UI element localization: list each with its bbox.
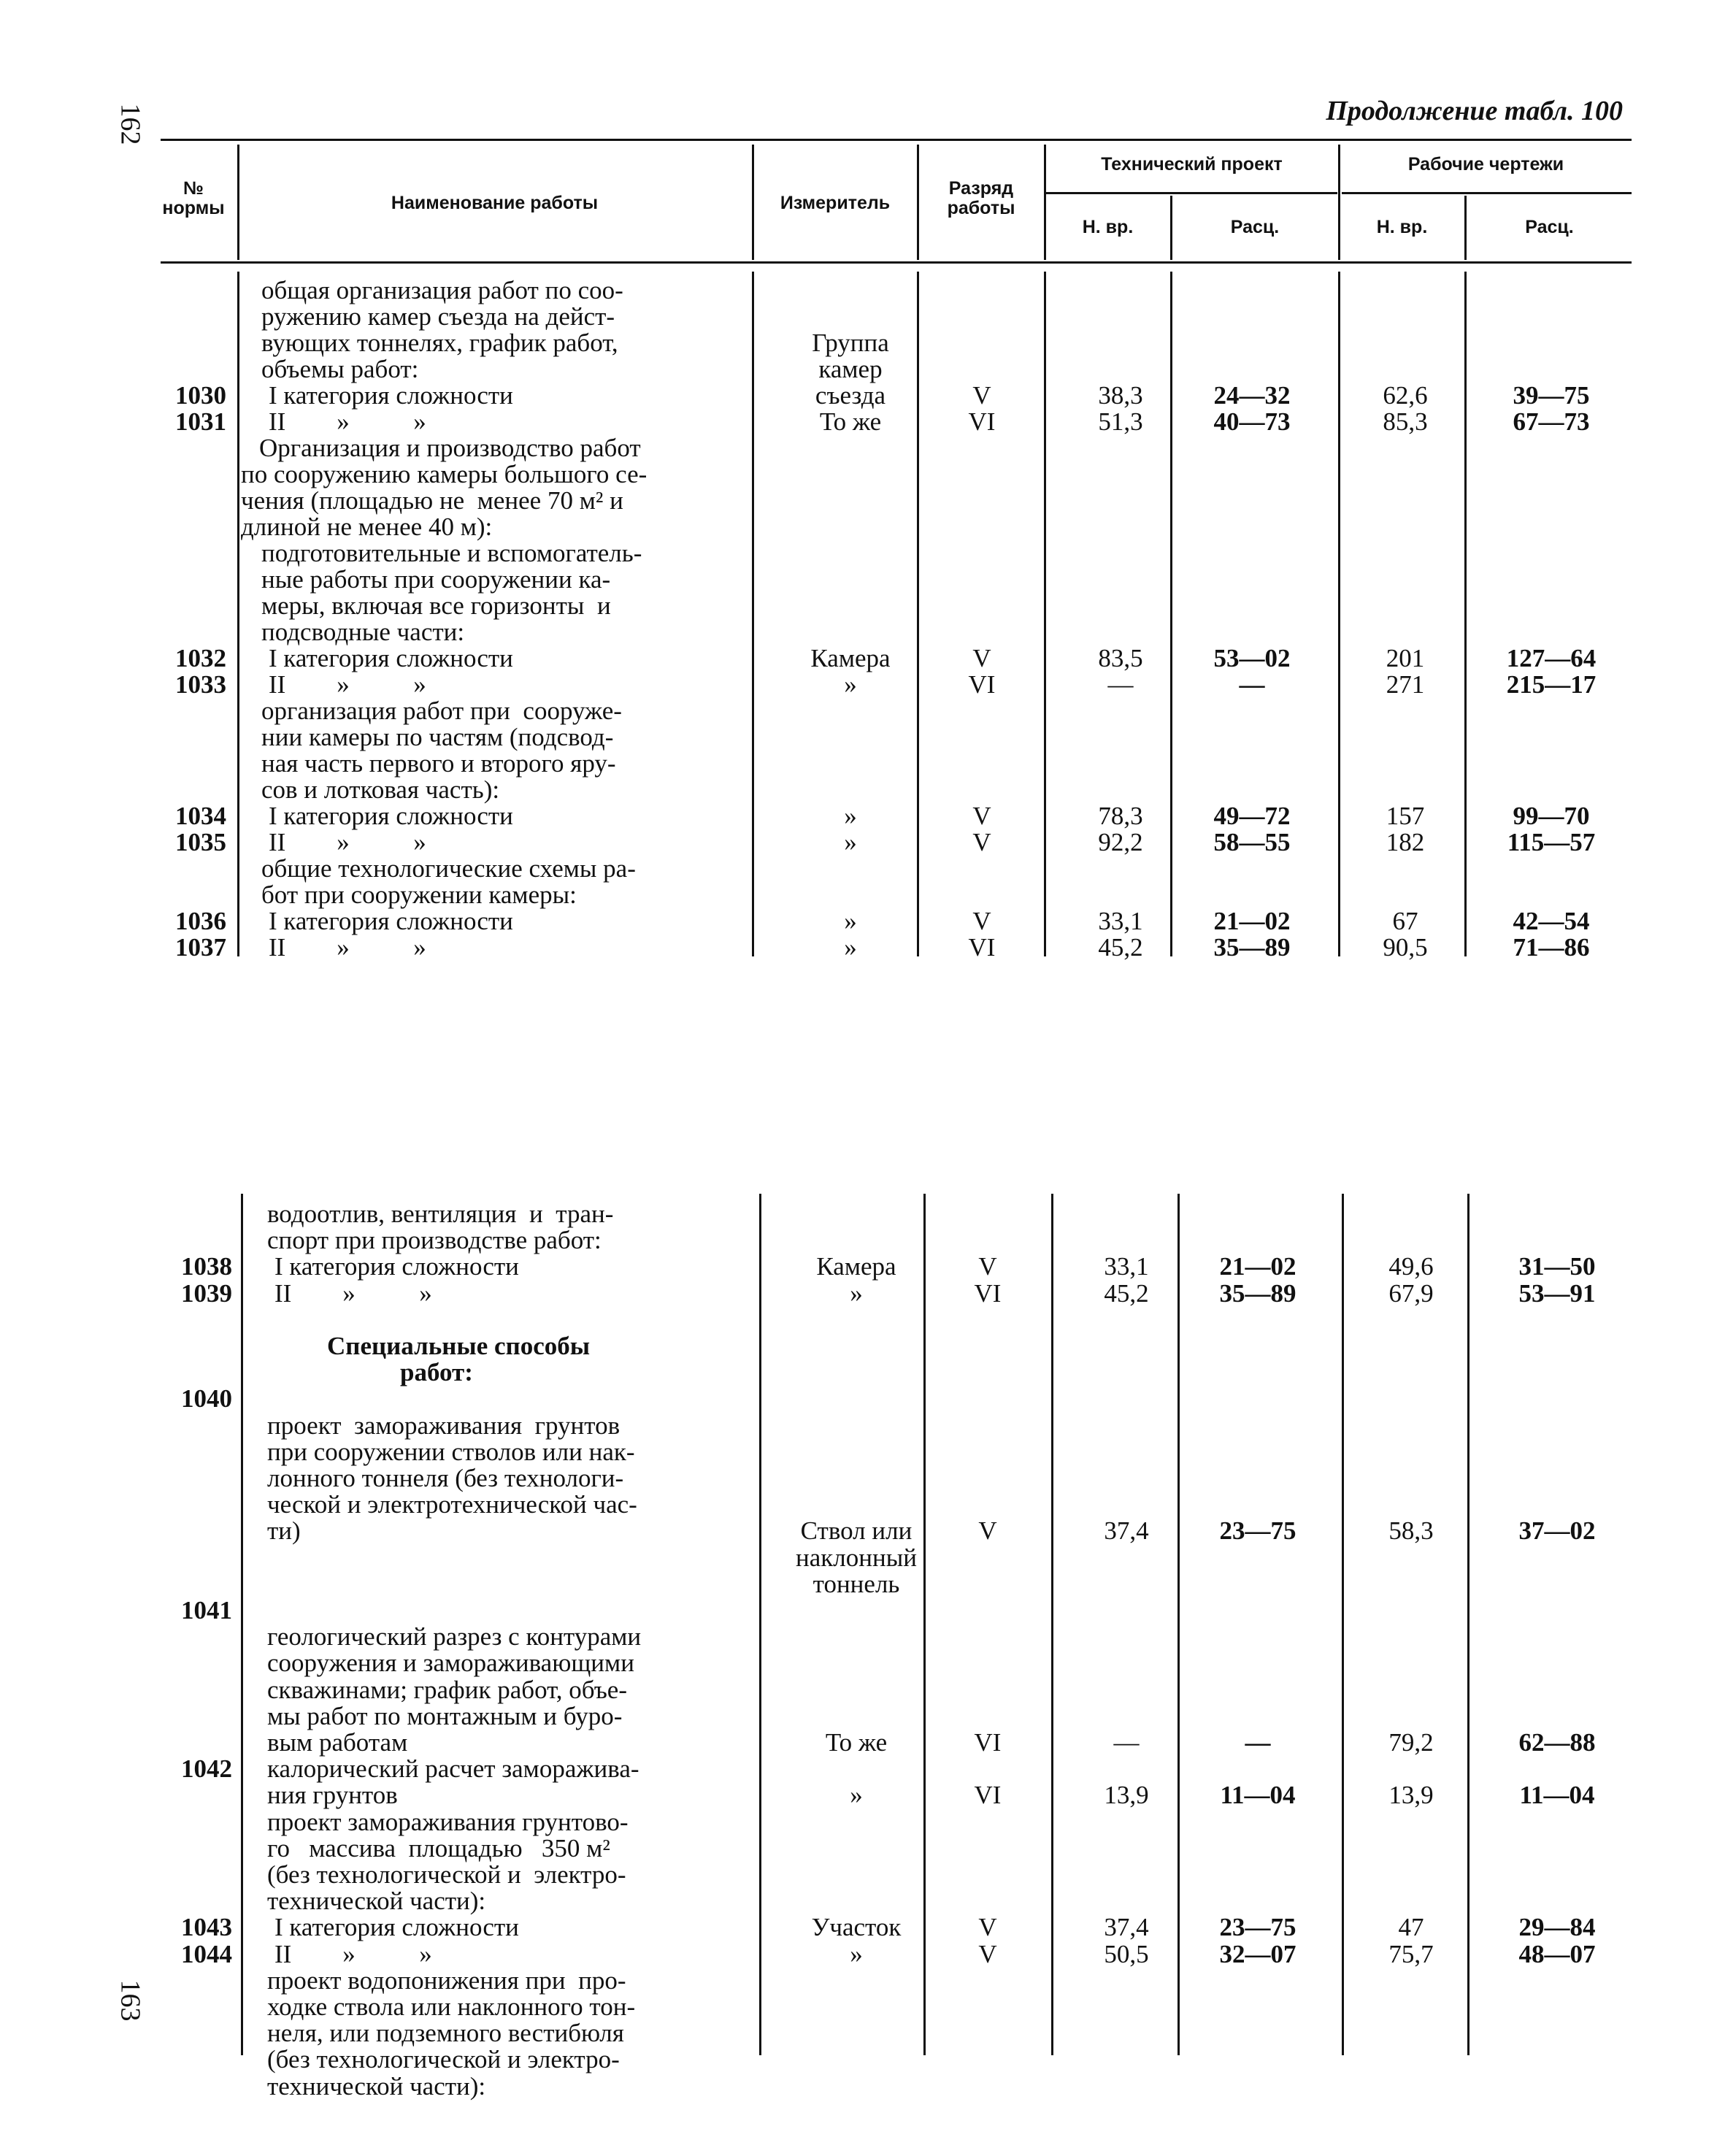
unit-cell: » bbox=[844, 933, 857, 962]
work-name: водоотлив, вентиляция и тран- bbox=[267, 1200, 614, 1228]
work-name: ные работы при сооружении ка- bbox=[261, 565, 611, 594]
grade-cell: V bbox=[978, 1516, 997, 1546]
work-name: длиной не менее 40 м): bbox=[241, 513, 493, 541]
work-rasc-cell: 39—75 bbox=[1513, 381, 1590, 410]
table-row bbox=[0, 409, 1725, 435]
tech-hvr-cell: — bbox=[1107, 670, 1134, 699]
work-name: нии камеры по частям (подсвод- bbox=[261, 723, 614, 751]
work-name: спорт при производстве работ: bbox=[267, 1226, 602, 1255]
work-hvr-cell: 58,3 bbox=[1388, 1516, 1434, 1546]
tech-rasc-cell: — bbox=[1245, 1728, 1271, 1757]
table-row bbox=[6, 1439, 1725, 1465]
header-name: Наименование работы bbox=[391, 193, 599, 213]
tech-hvr-cell: 37,4 bbox=[1104, 1516, 1149, 1546]
header-tech-hvr: Н. вр. bbox=[1082, 217, 1134, 237]
header-vline bbox=[1464, 196, 1467, 260]
work-name: при сооружении стволов или нак- bbox=[267, 1437, 635, 1466]
norm-number: 1039 bbox=[181, 1278, 232, 1308]
work-name: (без технологической и электро- bbox=[267, 1860, 626, 1889]
work-rasc-cell: 48—07 bbox=[1518, 1939, 1596, 1968]
tech-hvr-cell: 33,1 bbox=[1104, 1252, 1149, 1281]
unit-cell: Ствол или bbox=[800, 1516, 913, 1546]
unit-cell: наклонный bbox=[796, 1543, 917, 1572]
table-row bbox=[6, 1624, 1725, 1650]
work-name: мы работ по монтажным и буро- bbox=[267, 1701, 623, 1730]
work-name: проект замораживания грунтово- bbox=[267, 1807, 629, 1836]
tech-hvr-cell: — bbox=[1113, 1728, 1140, 1757]
table-row bbox=[6, 1571, 1725, 1597]
header-vline bbox=[1170, 196, 1172, 260]
work-name: II » » bbox=[269, 933, 426, 962]
header-unit: Измеритель bbox=[780, 193, 891, 213]
grade-cell: V bbox=[978, 1939, 997, 1968]
work-name: I категория сложности bbox=[274, 1913, 519, 1942]
table-row bbox=[0, 435, 1725, 461]
tech-rasc-cell: 35—89 bbox=[1219, 1278, 1296, 1308]
work-rasc-cell: 127—64 bbox=[1506, 644, 1597, 672]
work-rasc-cell: 67—73 bbox=[1513, 407, 1590, 436]
work-rasc-cell: 99—70 bbox=[1513, 802, 1590, 830]
header-tech-group: Технический проект bbox=[1101, 154, 1283, 174]
grade-cell: V bbox=[972, 907, 991, 935]
work-name: общая организация работ по соо- bbox=[261, 276, 623, 304]
grade-cell: V bbox=[972, 828, 991, 856]
grade-cell: VI bbox=[974, 1781, 1002, 1810]
tech-rasc-cell: — bbox=[1239, 670, 1265, 699]
work-name: ти) bbox=[267, 1516, 301, 1546]
unit-cell: » bbox=[844, 907, 857, 935]
table-row bbox=[0, 672, 1725, 698]
header-vline bbox=[917, 145, 919, 260]
work-name: Организация и производство работ bbox=[259, 434, 641, 462]
unit-cell: » bbox=[844, 670, 857, 699]
work-name: ная часть первого и второго яру- bbox=[261, 749, 616, 778]
header-work-rasc: Расц. bbox=[1525, 217, 1574, 237]
norm-number: 1040 bbox=[181, 1384, 232, 1413]
table-row bbox=[0, 277, 1725, 304]
unit-cell: Участок bbox=[811, 1913, 902, 1942]
work-name: подготовительные и вспомогатель- bbox=[261, 539, 642, 567]
table-row bbox=[0, 514, 1725, 540]
table-row bbox=[6, 2046, 1725, 2073]
table-row bbox=[6, 1862, 1725, 1888]
table-row bbox=[0, 935, 1725, 961]
tech-hvr-cell: 33,1 bbox=[1098, 907, 1143, 935]
work-hvr-cell: 67 bbox=[1392, 907, 1418, 935]
table-row bbox=[0, 856, 1725, 882]
table-row bbox=[6, 1994, 1725, 2020]
table-row bbox=[0, 567, 1725, 593]
grade-cell: V bbox=[978, 1252, 997, 1281]
table-row bbox=[6, 1254, 1725, 1280]
norm-number: 1037 bbox=[175, 933, 226, 962]
work-rasc-cell: 11—04 bbox=[1519, 1781, 1595, 1810]
table-row bbox=[0, 829, 1725, 856]
unit-cell: камер bbox=[818, 355, 883, 383]
grade-cell: VI bbox=[968, 407, 996, 436]
grade-cell: V bbox=[972, 381, 991, 410]
work-hvr-cell: 75,7 bbox=[1388, 1939, 1434, 1968]
work-name: сооружения и замораживающими bbox=[267, 1649, 634, 1678]
work-rasc-cell: 62—88 bbox=[1518, 1728, 1596, 1757]
table-row bbox=[6, 1492, 1725, 1518]
table-row bbox=[0, 698, 1725, 724]
table-row bbox=[6, 1201, 1725, 1227]
work-name: вым работам bbox=[267, 1728, 408, 1757]
work-rasc-cell: 31—50 bbox=[1518, 1252, 1596, 1281]
table-row bbox=[0, 540, 1725, 567]
work-rasc-cell: 42—54 bbox=[1513, 907, 1590, 935]
grade-cell: V bbox=[972, 802, 991, 830]
tech-hvr-cell: 45,2 bbox=[1104, 1278, 1149, 1308]
header-vline bbox=[1338, 145, 1340, 260]
header-bottom-rule bbox=[161, 261, 1632, 264]
work-rasc-cell: 71—86 bbox=[1513, 933, 1590, 962]
work-name: I категория сложности bbox=[269, 644, 513, 672]
unit-cell: Группа bbox=[812, 329, 889, 357]
work-hvr-cell: 13,9 bbox=[1388, 1781, 1434, 1810]
tech-hvr-cell: 51,3 bbox=[1098, 407, 1143, 436]
tech-rasc-cell: 35—89 bbox=[1213, 933, 1291, 962]
grade-cell: V bbox=[972, 644, 991, 672]
work-name: ружению камер съезда на дейст- bbox=[261, 302, 615, 331]
work-name: I категория сложности bbox=[269, 907, 513, 935]
table-row bbox=[0, 724, 1725, 751]
table-row bbox=[6, 1835, 1725, 1862]
table-row bbox=[0, 645, 1725, 672]
work-name: ческой и электротехнической час- bbox=[267, 1490, 637, 1519]
work-name: сов и лотковая часть): bbox=[261, 775, 500, 804]
tech-rasc-cell: 23—75 bbox=[1219, 1913, 1296, 1942]
table-row bbox=[6, 1809, 1725, 1835]
unit-cell: » bbox=[850, 1278, 863, 1308]
table-row bbox=[6, 1545, 1725, 1571]
grade-cell: VI bbox=[974, 1278, 1002, 1308]
tech-rasc-cell: 21—02 bbox=[1219, 1252, 1296, 1281]
work-name: вующих тоннелях, график работ, bbox=[261, 329, 618, 357]
work-name: по сооружению камеры большого се- bbox=[241, 460, 648, 488]
work-name: меры, включая все горизонты и bbox=[261, 591, 611, 620]
norm-number: 1034 bbox=[175, 802, 226, 830]
tech-rasc-cell: 32—07 bbox=[1219, 1939, 1296, 1968]
work-name: геологический разрез с контурами bbox=[267, 1622, 642, 1651]
unit-cell: Камера bbox=[810, 644, 891, 672]
work-name: неля, или подземного вестибюля bbox=[267, 2019, 624, 2048]
tech-rasc-cell: 40—73 bbox=[1213, 407, 1291, 436]
tech-hvr-cell: 13,9 bbox=[1104, 1781, 1149, 1810]
table-row bbox=[6, 1518, 1725, 1544]
tech-rasc-cell: 21—02 bbox=[1213, 907, 1291, 935]
unit-cell: » bbox=[844, 828, 857, 856]
table-row bbox=[6, 1333, 1725, 1359]
table-row bbox=[0, 383, 1725, 409]
header-vline bbox=[237, 145, 239, 260]
header-group-rule-tech bbox=[1045, 192, 1337, 194]
work-name: проект замораживания грунтов bbox=[267, 1411, 621, 1440]
table-row bbox=[0, 304, 1725, 330]
tech-rasc-cell: 23—75 bbox=[1219, 1516, 1296, 1546]
table-row bbox=[0, 777, 1725, 803]
tech-rasc-cell: 49—72 bbox=[1213, 802, 1291, 830]
work-rasc-cell: 37—02 bbox=[1518, 1516, 1596, 1546]
unit-cell: съезда bbox=[815, 381, 886, 410]
work-hvr-cell: 182 bbox=[1386, 828, 1425, 856]
work-name: лонного тоннеля (без технологи- bbox=[267, 1464, 624, 1492]
work-hvr-cell: 90,5 bbox=[1383, 933, 1428, 962]
tech-hvr-cell: 37,4 bbox=[1104, 1913, 1149, 1942]
table-row bbox=[6, 1359, 1725, 1386]
table-row bbox=[0, 330, 1725, 356]
continuation-title: Продолжение табл. 100 bbox=[1326, 96, 1623, 126]
header-vline bbox=[752, 145, 754, 260]
tech-hvr-cell: 45,2 bbox=[1098, 933, 1143, 962]
work-name: I категория сложности bbox=[269, 802, 513, 830]
table-row bbox=[6, 1914, 1725, 1941]
work-name: I категория сложности bbox=[269, 381, 513, 410]
tech-hvr-cell: 50,5 bbox=[1104, 1939, 1149, 1968]
norm-number: 1044 bbox=[181, 1939, 232, 1968]
table-row bbox=[6, 1386, 1725, 1412]
table-row bbox=[6, 1756, 1725, 1782]
work-hvr-cell: 49,6 bbox=[1388, 1252, 1434, 1281]
table-row bbox=[6, 1413, 1725, 1439]
grade-cell: V bbox=[978, 1913, 997, 1942]
norm-number: 1042 bbox=[181, 1754, 232, 1784]
work-name: технической части): bbox=[267, 2071, 486, 2101]
header-tech-rasc: Расц. bbox=[1230, 217, 1280, 237]
work-hvr-cell: 62,6 bbox=[1383, 381, 1428, 410]
work-name: организация работ при сооруже- bbox=[261, 697, 622, 725]
table-row bbox=[6, 1677, 1725, 1703]
work-name: проект водопонижения при про- bbox=[267, 1965, 626, 1995]
work-name: чения (площадью не менее 70 м² и bbox=[241, 486, 623, 515]
table-row bbox=[6, 1278, 1725, 1308]
header-top-rule bbox=[161, 139, 1632, 141]
work-name: подсводные части: bbox=[261, 618, 465, 646]
tech-hvr-cell: 38,3 bbox=[1098, 381, 1143, 410]
table-row bbox=[0, 461, 1725, 488]
work-name: ния грунтов bbox=[267, 1781, 398, 1810]
table-row bbox=[0, 619, 1725, 645]
norm-number: 1043 bbox=[181, 1913, 232, 1942]
unit-cell: То же bbox=[819, 407, 882, 436]
work-hvr-cell: 47 bbox=[1398, 1913, 1424, 1942]
header-group-rule-work bbox=[1342, 192, 1632, 194]
table-row bbox=[6, 1941, 1725, 1968]
header-vline bbox=[1044, 145, 1046, 260]
table-row bbox=[6, 1650, 1725, 1676]
page-number-top: 162 bbox=[115, 103, 146, 145]
table-row bbox=[6, 1703, 1725, 1730]
work-rasc-cell: 215—17 bbox=[1506, 670, 1597, 699]
table-row bbox=[0, 882, 1725, 908]
norm-number: 1035 bbox=[175, 828, 226, 856]
table-row bbox=[0, 751, 1725, 777]
table-row bbox=[0, 908, 1725, 935]
work-hvr-cell: 67,9 bbox=[1388, 1278, 1434, 1308]
tech-rasc-cell: 24—32 bbox=[1213, 381, 1291, 410]
grade-cell: VI bbox=[968, 670, 996, 699]
grade-cell: VI bbox=[968, 933, 996, 962]
unit-cell: Камера bbox=[816, 1252, 896, 1281]
header-work-hvr: Н. вр. bbox=[1376, 217, 1428, 237]
tech-rasc-cell: 11—04 bbox=[1220, 1781, 1296, 1810]
work-name: бот при сооружении камеры: bbox=[261, 881, 577, 909]
header-num: № нормы bbox=[162, 178, 225, 218]
unit-cell: То же bbox=[825, 1728, 888, 1757]
work-hvr-cell: 157 bbox=[1386, 802, 1425, 830]
table-row bbox=[6, 1597, 1725, 1624]
norm-number: 1032 bbox=[175, 644, 226, 672]
work-name: скважинами; график работ, объе- bbox=[267, 1675, 627, 1704]
work-name: II » » bbox=[269, 828, 426, 856]
work-name: общие технологические схемы ра- bbox=[261, 854, 636, 883]
work-name: калорический расчет заморажива- bbox=[267, 1754, 639, 1784]
table-row bbox=[0, 593, 1725, 619]
header-grade: Разряд работы bbox=[947, 178, 1015, 218]
work-name: II » » bbox=[274, 1278, 432, 1308]
table-row bbox=[6, 1730, 1725, 1756]
work-name: Специальные способы bbox=[327, 1332, 591, 1360]
table-row bbox=[6, 1888, 1725, 1914]
work-rasc-cell: 53—91 bbox=[1518, 1278, 1596, 1308]
work-name: ходке ствола или наклонного тон- bbox=[267, 1992, 636, 2021]
work-name: II » » bbox=[269, 670, 426, 699]
norm-number: 1038 bbox=[181, 1252, 232, 1281]
table-row bbox=[6, 1227, 1725, 1254]
table-row bbox=[6, 1782, 1725, 1808]
header-work-group: Рабочие чертежи bbox=[1407, 154, 1564, 174]
norm-number: 1031 bbox=[175, 407, 226, 436]
tech-hvr-cell: 92,2 bbox=[1098, 828, 1143, 856]
table-row bbox=[6, 1465, 1725, 1492]
unit-cell: тоннель bbox=[812, 1569, 900, 1598]
work-name: II » » bbox=[274, 1939, 432, 1968]
tech-rasc-cell: 53—02 bbox=[1213, 644, 1291, 672]
work-name: I категория сложности bbox=[274, 1252, 519, 1281]
table-row bbox=[6, 1965, 1725, 1995]
norm-number: 1036 bbox=[175, 907, 226, 935]
work-hvr-cell: 85,3 bbox=[1383, 407, 1428, 436]
work-hvr-cell: 79,2 bbox=[1388, 1728, 1434, 1757]
table-row bbox=[6, 2073, 1725, 2100]
work-name: II » » bbox=[269, 407, 426, 436]
grade-cell: VI bbox=[974, 1728, 1002, 1757]
norm-number: 1033 bbox=[175, 670, 226, 699]
norm-number: 1030 bbox=[175, 381, 226, 410]
work-hvr-cell: 201 bbox=[1386, 644, 1425, 672]
work-name: объемы работ: bbox=[261, 355, 419, 383]
work-name: (без технологической и электро- bbox=[267, 2045, 620, 2074]
tech-rasc-cell: 58—55 bbox=[1213, 828, 1291, 856]
page-number-bottom: 163 bbox=[115, 1979, 146, 2022]
table-row bbox=[0, 356, 1725, 383]
table-row bbox=[6, 1307, 1725, 1333]
unit-cell: » bbox=[850, 1781, 863, 1810]
tech-hvr-cell: 83,5 bbox=[1098, 644, 1143, 672]
work-name: го массива площадью 350 м² bbox=[267, 1833, 610, 1862]
work-name: работ: bbox=[400, 1358, 473, 1387]
norm-number: 1041 bbox=[181, 1596, 232, 1624]
work-rasc-cell: 29—84 bbox=[1518, 1913, 1596, 1942]
work-name: технической части): bbox=[267, 1887, 486, 1916]
unit-cell: » bbox=[850, 1939, 863, 1968]
work-rasc-cell: 115—57 bbox=[1507, 828, 1596, 856]
table-row bbox=[0, 803, 1725, 829]
tech-hvr-cell: 78,3 bbox=[1098, 802, 1143, 830]
table-row bbox=[0, 488, 1725, 514]
table-row bbox=[6, 2020, 1725, 2046]
unit-cell: » bbox=[844, 802, 857, 830]
work-hvr-cell: 271 bbox=[1386, 670, 1425, 699]
